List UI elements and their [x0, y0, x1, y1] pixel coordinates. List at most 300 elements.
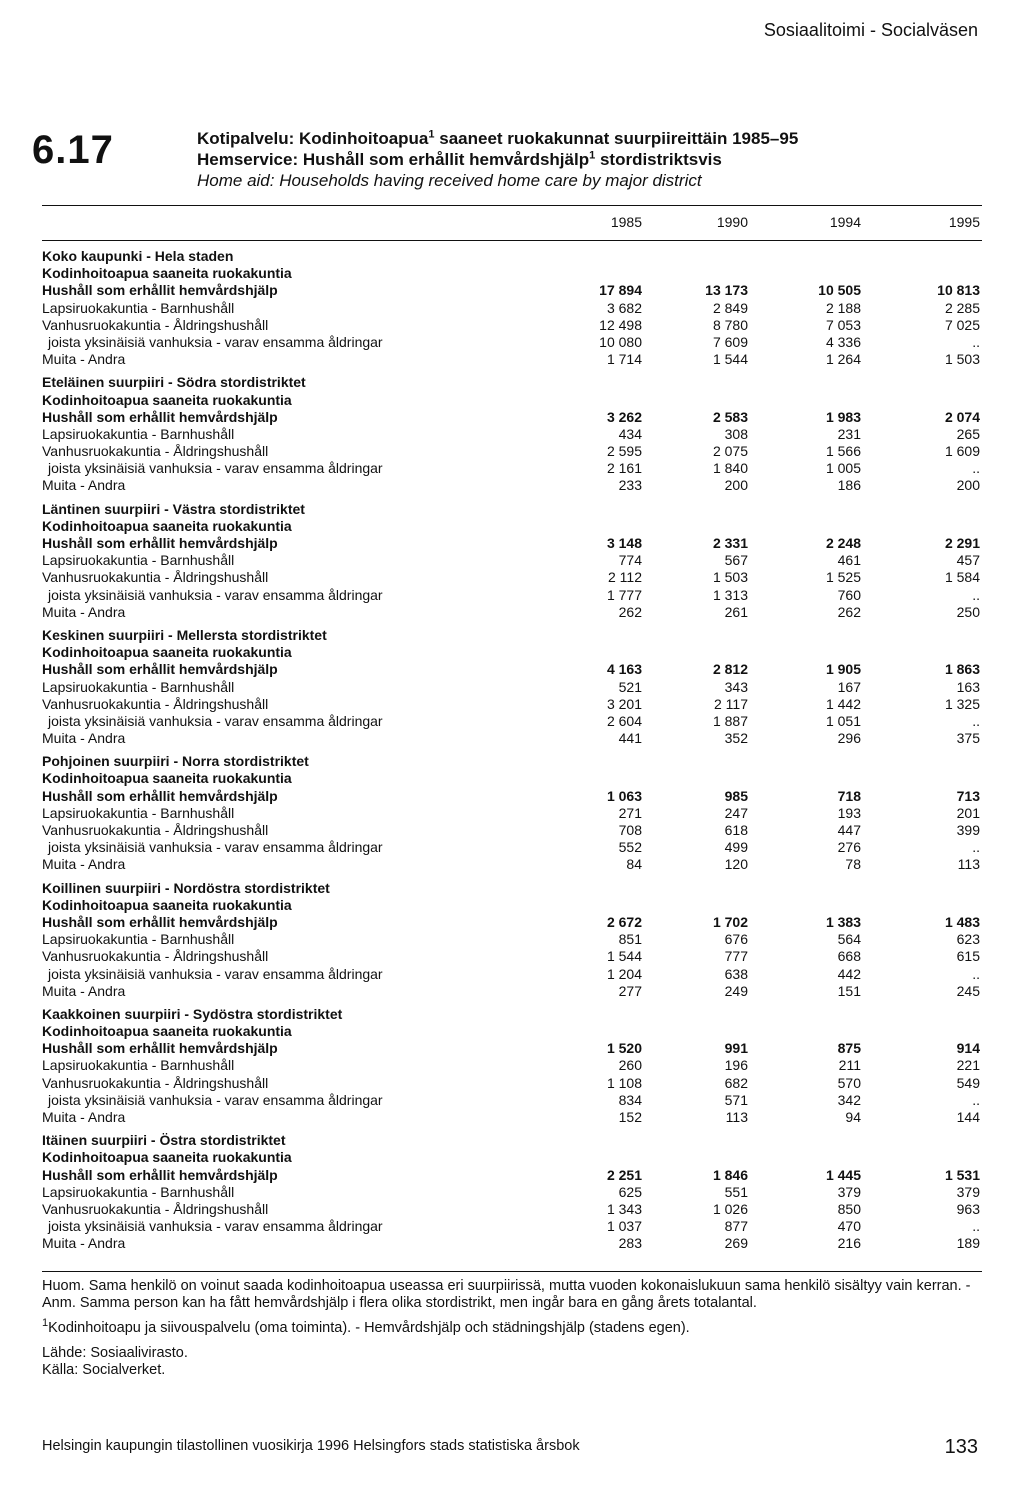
table-row [42, 1040, 982, 1057]
table-cell: 1 777 [606, 586, 642, 603]
table-cell: 211 [838, 1057, 861, 1074]
row-label: Hushåll som erhållit hemvårdshjälp [42, 787, 278, 804]
table-cell: 1 108 [606, 1074, 642, 1091]
title-sv-rest: stordistriktsvis [595, 150, 722, 169]
total-label-fi: Kodinhoitoapua saaneita ruokakuntia [42, 517, 292, 534]
table-row [42, 334, 982, 351]
table-cell: 163 [956, 678, 980, 695]
table-cell: 461 [837, 552, 861, 569]
row-label: Vanhusruokakuntia - Åldringshushåll [42, 443, 269, 460]
table-row [42, 696, 982, 713]
row-label-line [42, 1149, 982, 1166]
district-heading [42, 627, 982, 644]
table-row [42, 1235, 982, 1252]
table-row [42, 788, 982, 805]
footnote [42, 1317, 972, 1337]
table-cell: 1 609 [944, 443, 980, 460]
table-top-rule [42, 205, 982, 206]
table-cell: 379 [956, 1183, 980, 1200]
table-cell: 78 [845, 856, 861, 873]
table-row [42, 300, 982, 317]
district-heading [42, 501, 982, 518]
table-cell: 269 [724, 1235, 748, 1252]
section-header: Sosiaalitoimi - Socialväsen [763, 20, 978, 40]
row-label: Lapsiruokakuntia - Barnhushåll [42, 1057, 235, 1074]
table-cell: 877 [724, 1218, 748, 1235]
row-label: Muita - Andra [42, 982, 126, 999]
table-cell: 216 [837, 1235, 861, 1252]
district-heading [42, 1132, 982, 1149]
district-name: Kaakkoinen suurpiiri - Sydöstra stordistriktet [42, 1005, 343, 1022]
table-cell: 442 [837, 965, 861, 982]
row-label: Lapsiruokakuntia - Barnhushåll [42, 299, 235, 316]
table-cell: 84 [626, 856, 642, 873]
total-label-fi: Kodinhoitoapua saaneita ruokakuntia [42, 1023, 292, 1040]
table-cell: 201 [956, 804, 980, 821]
table-cell: 283 [618, 1235, 642, 1252]
row-label: Vanhusruokakuntia - Åldringshushåll [42, 948, 269, 965]
table-row [42, 282, 982, 299]
table-cell: 777 [724, 948, 748, 965]
table-cell: 1 846 [712, 1166, 748, 1183]
table-cell: 851 [618, 931, 642, 948]
table-cell: 186 [837, 477, 861, 494]
table-cell: 193 [837, 804, 861, 821]
table-cell: 262 [618, 603, 642, 620]
table-cell: 567 [724, 552, 748, 569]
table-cell: 8 780 [712, 316, 748, 333]
year-header: 1990 [716, 214, 748, 230]
table-cell: 2 188 [825, 299, 861, 316]
table-row [42, 1057, 982, 1074]
table-row [42, 730, 982, 747]
row-label: joista yksinäisiä vanhuksia - varav ensamma åldringar [48, 839, 383, 856]
table-cell: 1 840 [712, 460, 748, 477]
table-cell: 713 [956, 787, 980, 804]
table-cell: 2 074 [944, 408, 980, 425]
table-cell: 1 483 [944, 913, 980, 930]
total-label-fi: Kodinhoitoapua saaneita ruokakuntia [42, 644, 292, 661]
table-number: 6.17 [32, 128, 114, 172]
table-row [42, 713, 982, 730]
row-label-line [42, 644, 982, 661]
table-row [42, 1218, 982, 1235]
year-header: 1994 [829, 214, 861, 230]
table-cell: .. [972, 712, 980, 729]
table-cell: 521 [618, 678, 642, 695]
table-cell: 352 [724, 730, 748, 747]
table-cell: 261 [724, 603, 748, 620]
table-row [42, 1092, 982, 1109]
table-row [42, 966, 982, 983]
table-cell: .. [972, 460, 980, 477]
row-label-line [42, 897, 982, 914]
table-cell: 189 [956, 1235, 980, 1252]
table-cell: 2 161 [606, 460, 642, 477]
table-cell: 1 702 [712, 913, 748, 930]
table-cell: .. [972, 1091, 980, 1108]
table-cell: 2 604 [606, 712, 642, 729]
table-cell: 2 251 [606, 1166, 642, 1183]
table-cell: 3 262 [606, 408, 642, 425]
title-fi-footnote-mark: 1 [428, 128, 435, 141]
row-label: Vanhusruokakuntia - Åldringshushåll [42, 1074, 269, 1091]
table-cell: 167 [837, 678, 861, 695]
table-cell: 277 [618, 982, 642, 999]
table-cell: 499 [724, 839, 748, 856]
table-cell: 1 005 [825, 460, 861, 477]
table-row [42, 1075, 982, 1092]
table-cell: 113 [725, 1109, 748, 1125]
total-label-fi: Kodinhoitoapua saaneita ruokakuntia [42, 896, 292, 913]
row-label: Hushåll som erhållit hemvårdshjälp [42, 661, 278, 678]
total-label-fi: Kodinhoitoapua saaneita ruokakuntia [42, 265, 292, 282]
district-heading [42, 374, 982, 391]
table-cell: 4 336 [825, 333, 861, 350]
table-cell: 144 [956, 1109, 980, 1125]
row-label: Muita - Andra [42, 856, 126, 873]
table-cell: 250 [956, 603, 980, 620]
table-cell: 1 520 [606, 1040, 642, 1057]
row-label: Vanhusruokakuntia - Åldringshushåll [42, 695, 269, 712]
table-cell: 10 505 [818, 282, 861, 299]
table-cell: 265 [956, 425, 980, 442]
row-label-line [42, 265, 982, 282]
table-cell: 1 905 [825, 661, 861, 678]
table-cell: 676 [724, 931, 748, 948]
district-name: Koillinen suurpiiri - Nordöstra stordistriktet [42, 879, 330, 896]
table-cell: 262 [837, 603, 861, 620]
table-cell: 113 [957, 856, 980, 873]
row-label-line [42, 392, 982, 409]
table-row [42, 426, 982, 443]
table-row [42, 822, 982, 839]
table-row [42, 604, 982, 621]
table-cell: 549 [956, 1074, 980, 1091]
row-label: Hushåll som erhållit hemvårdshjälp [42, 1040, 278, 1057]
table-cell: 342 [837, 1091, 861, 1108]
table-row [42, 856, 982, 873]
header-bottom-rule [42, 240, 982, 241]
footnote-mark: 1 [42, 1317, 49, 1330]
row-label: Lapsiruokakuntia - Barnhushåll [42, 1183, 235, 1200]
row-label: Muita - Andra [42, 351, 126, 368]
table-cell: 434 [618, 425, 642, 442]
table-cell: 623 [956, 931, 980, 948]
year-header-row [0, 214, 1024, 234]
district-name: Koko kaupunki - Hela staden [42, 248, 234, 264]
footer-publication: Helsingin kaupungin tilastollinen vuosikirja 1996 Helsingfors stads statistiska årsbok [42, 1438, 580, 1454]
title-sv-text: Hemservice: Hushåll som erhållit hemvårdshjälp [197, 150, 590, 169]
table-cell: .. [972, 965, 980, 982]
row-label: Hushåll som erhållit hemvårdshjälp [42, 282, 278, 299]
table-row [42, 443, 982, 460]
row-label: Muita - Andra [42, 477, 126, 494]
table-row [42, 535, 982, 552]
table-body [42, 248, 982, 1253]
row-label: joista yksinäisiä vanhuksia - varav ensamma åldringar [48, 1091, 383, 1108]
table-cell: 470 [837, 1218, 861, 1235]
notes [42, 1278, 972, 1379]
table-cell: 668 [837, 948, 861, 965]
row-label: joista yksinäisiä vanhuksia - varav ensamma åldringar [48, 460, 383, 477]
row-label: Hushåll som erhållit hemvårdshjälp [42, 535, 278, 551]
table-cell: 2 112 [608, 569, 642, 586]
table-cell: 152 [618, 1109, 642, 1125]
table-bottom-rule [42, 1271, 982, 1272]
table-cell: 200 [724, 477, 748, 494]
table-cell: 13 173 [705, 282, 748, 299]
table-cell: 1 503 [712, 569, 748, 586]
row-label: joista yksinäisiä vanhuksia - varav ensamma åldringar [48, 586, 383, 603]
table-cell: 1 343 [606, 1200, 642, 1217]
table-row [42, 552, 982, 569]
table-cell: 1 544 [606, 948, 642, 965]
table-cell: 271 [618, 804, 642, 821]
table-row [42, 679, 982, 696]
table-cell: 1 051 [825, 712, 861, 729]
table-cell: 2 117 [714, 695, 748, 712]
table-cell: 3 682 [606, 299, 642, 316]
table-row [42, 948, 982, 965]
table-cell: 2 812 [712, 661, 748, 678]
row-label: Vanhusruokakuntia - Åldringshushåll [42, 569, 269, 586]
title-finnish [197, 128, 987, 149]
table-row [42, 983, 982, 1000]
table-cell: 1 544 [712, 351, 748, 368]
table-cell: .. [972, 333, 980, 350]
table-cell: 1 503 [944, 351, 980, 368]
title-sv-footnote-mark: 1 [589, 149, 596, 162]
source-sv: Källa: Socialverket. [42, 1362, 166, 1378]
table-cell: 221 [956, 1057, 980, 1074]
row-label-line [42, 1023, 982, 1040]
table-cell: 1 037 [606, 1218, 642, 1235]
table-cell: 2 248 [825, 535, 861, 551]
table-cell: 1 204 [606, 965, 642, 982]
table-cell: 1 445 [825, 1166, 861, 1183]
table-cell: .. [972, 586, 980, 603]
district-heading [42, 753, 982, 770]
row-label: Lapsiruokakuntia - Barnhushåll [42, 425, 235, 442]
table-cell: 571 [724, 1091, 748, 1108]
table-cell: 1 525 [825, 569, 861, 586]
table-cell: 2 075 [712, 443, 748, 460]
table-cell: 12 498 [599, 316, 642, 333]
table-cell: 708 [618, 822, 642, 838]
table-cell: 1 531 [944, 1166, 980, 1183]
table-cell: 2 291 [944, 535, 980, 551]
table-row [42, 317, 982, 334]
table-cell: 985 [724, 787, 748, 804]
table-cell: 441 [618, 730, 642, 747]
table-cell: 1 325 [944, 695, 980, 712]
table-cell: 399 [956, 822, 980, 838]
table-cell: 875 [837, 1040, 861, 1057]
district-name: Eteläinen suurpiiri - Södra stordistriktet [42, 374, 306, 391]
table-cell: 245 [956, 982, 980, 999]
table-cell: 914 [956, 1040, 980, 1057]
table-row [42, 1167, 982, 1184]
title-swedish [197, 149, 987, 170]
table-cell: 260 [618, 1057, 642, 1074]
table-cell: 247 [724, 804, 748, 821]
table-cell: 2 595 [606, 443, 642, 460]
row-label: Vanhusruokakuntia - Åldringshushåll [42, 316, 269, 333]
title-fi-text: Kotipalvelu: Kodinhoitoapua [197, 129, 429, 148]
table-cell: 151 [837, 982, 861, 999]
table-cell: 2 672 [606, 913, 642, 930]
table-cell: 10 813 [937, 282, 980, 299]
table-cell: 7 025 [944, 316, 980, 333]
district-heading [42, 248, 982, 265]
table-cell: 1 442 [825, 695, 861, 712]
table-row [42, 1109, 982, 1126]
district-name: Pohjoinen suurpiiri - Norra stordistriktet [42, 753, 309, 770]
row-label: Muita - Andra [42, 603, 126, 620]
row-label: joista yksinäisiä vanhuksia - varav ensamma åldringar [48, 1218, 383, 1235]
table-row [42, 1201, 982, 1218]
page-number: 133 [944, 1436, 978, 1458]
table-cell: 760 [837, 586, 861, 603]
table-cell: 120 [724, 856, 748, 873]
row-label: Hushåll som erhållit hemvårdshjälp [42, 1166, 278, 1183]
row-label: Hushåll som erhållit hemvårdshjälp [42, 408, 278, 425]
table-cell: 3 148 [606, 535, 642, 551]
table-cell: 2 331 [712, 535, 748, 551]
title-english: Home aid: Households having received home care by major district [197, 171, 702, 190]
district-name: Keskinen suurpiiri - Mellersta stordistriktet [42, 626, 327, 643]
row-label: Muita - Andra [42, 730, 126, 747]
row-label: joista yksinäisiä vanhuksia - varav ensamma åldringar [48, 712, 383, 729]
row-label: Vanhusruokakuntia - Åldringshushåll [42, 822, 269, 838]
table-cell: 618 [724, 822, 748, 838]
table-row [42, 460, 982, 477]
district-heading [42, 880, 982, 897]
table-cell: 2 285 [944, 299, 980, 316]
table-cell: 638 [724, 965, 748, 982]
table-cell: 774 [618, 552, 642, 569]
table-row [42, 477, 982, 494]
table-cell: 2 849 [712, 299, 748, 316]
table-cell: 1 313 [712, 586, 748, 603]
title-fi-rest: saaneet ruokakunnat suurpiireittäin 1985–95 [434, 129, 799, 148]
table-cell: 570 [837, 1074, 861, 1091]
table-row [42, 409, 982, 426]
table-cell: 1 887 [712, 712, 748, 729]
table-cell: 196 [724, 1057, 748, 1074]
row-label: joista yksinäisiä vanhuksia - varav ensamma åldringar [48, 965, 383, 982]
table-cell: 457 [956, 552, 980, 569]
row-label: Lapsiruokakuntia - Barnhushåll [42, 678, 235, 695]
row-label: Lapsiruokakuntia - Barnhushåll [42, 552, 235, 569]
table-cell: 1 584 [944, 569, 980, 586]
table-cell: 276 [837, 839, 861, 856]
table-cell: 1 063 [606, 787, 642, 804]
row-label: Muita - Andra [42, 1109, 126, 1125]
table-cell: 1 714 [606, 351, 642, 368]
table-titles [197, 128, 987, 191]
table-cell: 375 [956, 730, 980, 747]
table-cell: 7 053 [825, 316, 861, 333]
table-cell: 1 026 [712, 1200, 748, 1217]
year-header: 1995 [948, 214, 980, 230]
table-cell: 379 [837, 1183, 861, 1200]
table-row [42, 1184, 982, 1201]
row-label: joista yksinäisiä vanhuksia - varav ensamma åldringar [48, 333, 383, 350]
row-label: Muita - Andra [42, 1235, 126, 1252]
district-name: Läntinen suurpiiri - Västra stordistriktet [42, 500, 305, 517]
table-cell: 963 [956, 1200, 980, 1217]
table-cell: 2 583 [712, 408, 748, 425]
table-row [42, 587, 982, 604]
district-name: Itäinen suurpiiri - Östra stordistriktet [42, 1132, 286, 1149]
table-cell: 296 [837, 730, 861, 747]
table-cell: 4 163 [606, 661, 642, 678]
table-row [42, 914, 982, 931]
table-cell: 233 [618, 477, 642, 494]
total-label-fi: Kodinhoitoapua saaneita ruokakuntia [42, 770, 292, 787]
district-heading [42, 1006, 982, 1023]
table-cell: 200 [956, 477, 980, 494]
row-label: Lapsiruokakuntia - Barnhushåll [42, 931, 235, 948]
row-label: Vanhusruokakuntia - Åldringshushåll [42, 1200, 269, 1217]
table-row [42, 931, 982, 948]
table-cell: 231 [837, 425, 861, 442]
table-cell: 682 [724, 1074, 748, 1091]
table-row [42, 351, 982, 368]
table-row [42, 661, 982, 678]
table-cell: 17 894 [599, 282, 642, 299]
table-cell: 552 [618, 839, 642, 856]
table-cell: 564 [837, 931, 861, 948]
table-cell: 1 983 [825, 408, 861, 425]
table-row [42, 805, 982, 822]
table-cell: 94 [845, 1109, 861, 1125]
table-cell: .. [972, 839, 980, 856]
source-fi: Lähde: Sosiaalivirasto. [42, 1345, 188, 1361]
total-label-fi: Kodinhoitoapua saaneita ruokakuntia [42, 391, 292, 408]
table-cell: 7 609 [712, 333, 748, 350]
table-cell: 1 863 [944, 661, 980, 678]
table-row [42, 839, 982, 856]
table-row [42, 569, 982, 586]
total-label-fi: Kodinhoitoapua saaneita ruokakuntia [42, 1149, 292, 1166]
table-cell: 1 264 [825, 351, 861, 368]
table-cell: 615 [956, 948, 980, 965]
table-cell: 10 080 [599, 333, 642, 350]
table-cell: 991 [724, 1040, 748, 1057]
table-cell: 551 [724, 1183, 748, 1200]
row-label: Lapsiruokakuntia - Barnhushåll [42, 804, 235, 821]
note-text: Huom. Sama henkilö on voinut saada kodinhoitoapua useassa eri suurpiirissä, mutta vuoden kokonaislukuun sama henkilö sisältyy vain kerran. - Anm. Samma person kan ha fått hemvårdshjälp i flera olika stordistrikt, men ingår bara en gång årets totalantal. [42, 1278, 971, 1311]
row-label: Hushåll som erhållit hemvårdshjälp [42, 913, 278, 930]
table-cell: 3 201 [606, 695, 642, 712]
row-label-line [42, 518, 982, 535]
table-cell: 308 [724, 425, 748, 442]
table-cell: 1 383 [825, 913, 861, 930]
table-cell: 249 [724, 982, 748, 999]
table-cell: 343 [724, 678, 748, 695]
year-header: 1985 [610, 214, 642, 230]
table-cell: 850 [837, 1200, 861, 1217]
table-cell: .. [972, 1218, 980, 1235]
table-cell: 625 [618, 1183, 642, 1200]
table-cell: 1 566 [825, 443, 861, 460]
table-cell: 718 [837, 787, 861, 804]
table-cell: 447 [837, 822, 861, 838]
footnote-text: Kodinhoitoapu ja siivouspalvelu (oma toiminta). - Hemvårdshjälp och städningshjälp (stadens egen). [48, 1320, 690, 1336]
